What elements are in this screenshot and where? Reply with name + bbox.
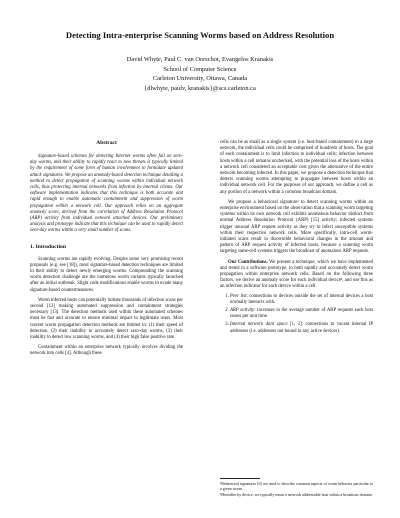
list-item	[230, 294, 373, 306]
author-affiliation: School of Computer Science	[163, 65, 237, 73]
intro-paragraph: Scanning worms are rapidly evolving. Despite some very promising recent proposals (e.g. see [18]), most signature-based detection techniques are limited in their ability to detect newly emerging worms. Compounding the scanning worm detection challenge are the numerous worm variants typically launched after an initial outbreak. Slight code modifications enable worms to evade many signature-based countermeasures.	[30, 256, 183, 293]
abstract-body: Signature-based schemes for detecting Internet worms often fail on zero-day worms, and their ability to rapidly react to new threats is typically limited by the requirement of some form of human involvement to formulate updated attack signatures. We propose an anomaly-based detection technique detailing a method to detect propagation of scanning worms within individual network cells, thus protecting internal networks from infection by internal clients. Our software implementation indicates that this technique is both accurate and rapid enough to enable automatic containment and suppression of worm propagation within a network cell. Our approach relies on an aggregate anomaly score, derived from the correlation of Address Resolution Protocol (ARP) activity from individual network attached devices. Our preliminary analysis and prototype indicate that this technique can be used to rapidly detect zero-day worms within a very small number of scans.	[30, 154, 183, 234]
list-item-term: Internal network dark space	[230, 322, 288, 328]
paper-title: Detecting Intra-enterprise Scanning Worms based on Address Resolution	[65, 30, 335, 40]
body-paragraph: We propose a behavioral signature¹ to detect scanning worms within an enterprise environment based on the observation that a scanning worm targeting systems within its own network cell exhibits anomalous behavior distinct from normal Address Resolution Protocol (ARP) [15] activity; infected systems trigger unusual ARP request activity as they try to infect susceptible systems within their respective network cells. More specifically, intra-cell worm-initiated scans result in discernible behavioral changes in the amount and pattern of ARP request activity of infected hosts, because a scanning worm targeting same-cell systems triggers the broadcast of anomalous ARP requests.	[220, 199, 373, 255]
section-heading-introduction: 1. Introduction	[30, 243, 66, 250]
body-paragraph: cells can be as small as a single system (i.e. host-based containment) in a large network, the individual cells could be comprised of hundreds of hosts. The goal of each containment is to limit infection to individual cells; infection between hosts within a cell remains unchecked, with the potential loss of the hosts within a network cell considered an acceptable cost given the alternative of the entire network becoming infected. In this paper, we propose a detection technique that detects scanning worms attempting to propagate between hosts within an individual network cell. For the purposes of our approach, we define a cell as any portion of a network within a common broadcast domain.	[220, 140, 373, 195]
list-item	[230, 308, 373, 320]
footnote: ¹Behavioral signatures [6] are used to describe common aspects of worm behavior particular to a given worm.	[220, 481, 373, 491]
intro-paragraph: Containment within an enterprise network typically involves dividing the network into cells [4]. Although these	[30, 345, 183, 357]
right-column	[220, 140, 373, 337]
list-item-text: : increases in the average number of ARP requests each host issues per unit time.	[230, 308, 373, 320]
footnote-divider	[220, 478, 260, 479]
footnotes	[220, 478, 373, 498]
list-item-term: ARP activity	[230, 308, 255, 314]
author-block	[40, 55, 360, 93]
contributions-text: We present a technique, which we have implemented and tested in a software prototype, to both rapidly and accurately detect worm propagation within enterprise network cells. Based on the following three factors, we derive an anomaly score for each individual device², and use this as an infection indicator for each device within a cell.	[220, 259, 373, 290]
list-item-text: : connections to devices outside the set of internal devices a host normally interacts with.	[230, 293, 373, 305]
list-item	[230, 322, 373, 334]
author-names: David Whyte, Paul C. van Oorschot, Evangelos Kranakis	[126, 56, 274, 63]
factor-list	[220, 294, 373, 335]
footnote: ²Hereafter by device, we typically mean a network addressable host within a broadcast domain.	[220, 492, 373, 497]
author-email: {dlwhyte, paulv, kranakis}@scs.carleton.ca	[144, 84, 256, 92]
list-item-text: [1, 2]: connections to vacant internal IP addresses (i.e. addresses not bound to any active devices).	[230, 322, 373, 334]
contributions-heading: Our Contributions.	[228, 259, 268, 265]
intro-paragraph: Worm infected hosts can potentially initiate thousands of infection scans per second [12] making automated suppression and containment strategies necessary [13]. The detection methods used within these automated schemes must be fast and accurate to ensure minimal impact to legitimate users. Most current worm propagation detection methods are limited in: (1) their speed of detection, (2) their inability to accurately detect zero-day worms, (3) their inability to detect low scanning worms, and (4) their high false positive rate.	[30, 297, 183, 341]
abstract-heading: Abstract	[96, 140, 117, 146]
contributions-paragraph	[220, 260, 373, 291]
left-column	[30, 140, 183, 358]
author-institution: Carleton University, Ottawa, Canada	[152, 75, 248, 83]
list-item-term: Peer list	[230, 293, 247, 299]
